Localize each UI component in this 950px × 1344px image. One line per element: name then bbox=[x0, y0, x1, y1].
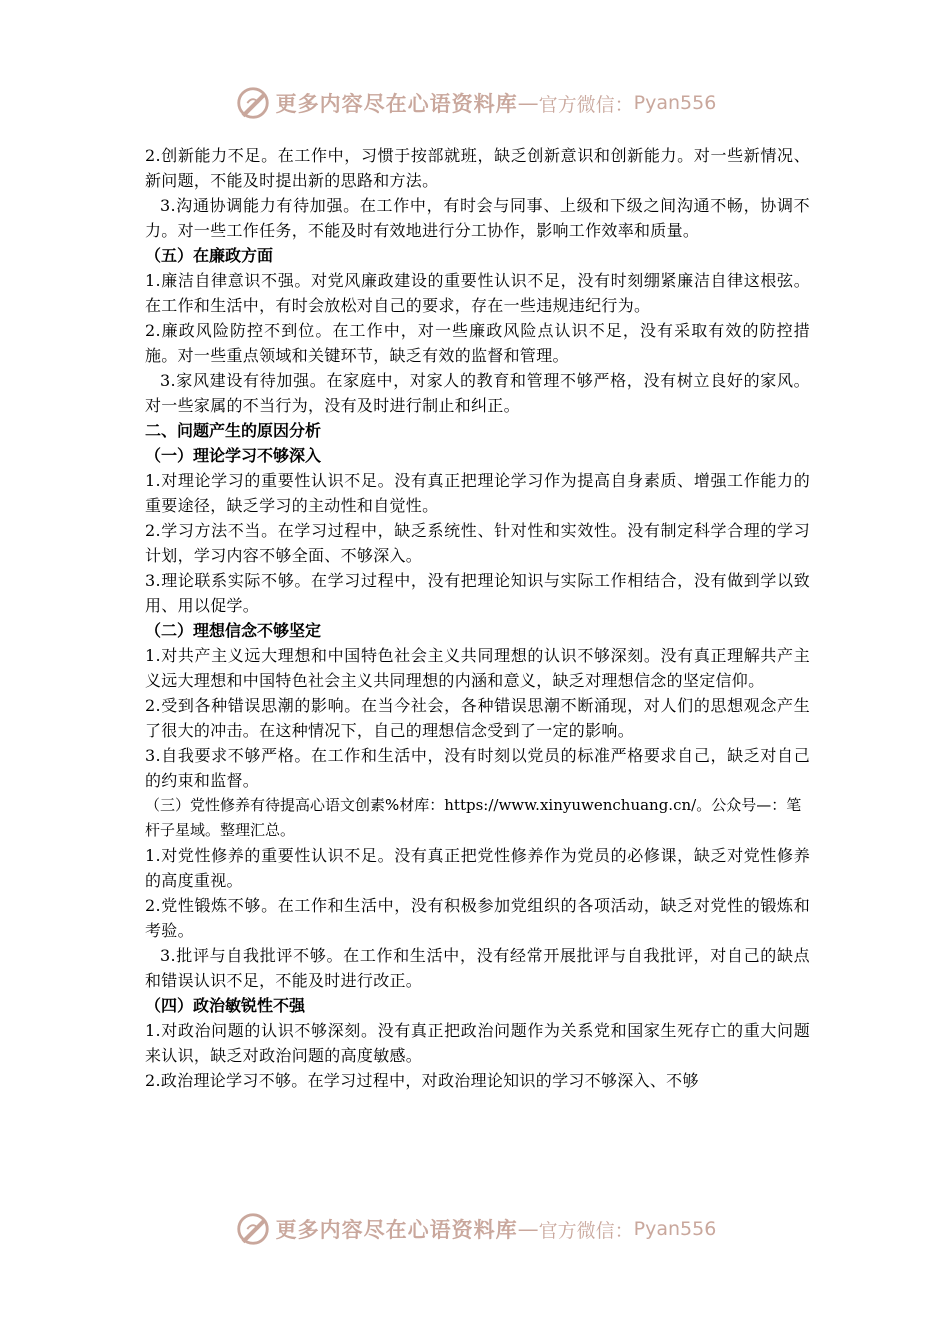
document-body bbox=[145, 143, 810, 1093]
body-paragraph: 2.受到各种错误思潮的影响。在当今社会，各种错误思潮不断涌现，对人们的思想观念产生了很大的冲击。在这种情况下，自己的理想信念受到了一定的影响。 bbox=[145, 696, 810, 740]
body-paragraph: 2.政治理论学习不够。在学习过程中，对政治理论知识的学习不够深入、不够 bbox=[145, 1071, 699, 1090]
website-url: https://www.xinyuwenchuang.cn/ bbox=[444, 796, 697, 814]
watermark-main-text: 更多内容尽在心语资料库 bbox=[275, 91, 518, 116]
body-paragraph: 3.批评与自我批评不够。在工作和生活中，没有经常开展批评与自我批评，对自己的缺点和错误认识不足，不能及时进行改正。 bbox=[145, 946, 810, 990]
watermark-main-text: 更多内容尽在心语资料库 bbox=[275, 1217, 518, 1242]
watermark-sub-text: 官方微信： bbox=[538, 93, 634, 116]
watermark-dash: — bbox=[517, 91, 539, 115]
brand-logo-icon bbox=[234, 1210, 272, 1248]
watermark-dash: — bbox=[517, 1217, 539, 1241]
body-paragraph: 3.沟通协调能力有待加强。在工作中，有时会与同事、上级和下级之间沟通不畅，协调不力。对一些工作任务，不能及时有效地进行分工协作，影响工作效率和质量。 bbox=[145, 196, 810, 240]
watermark-footer bbox=[0, 1204, 950, 1254]
body-paragraph: 3.理论联系实际不够。在学习过程中，没有把理论知识与实际工作相结合，没有做到学以致用、用以促学。 bbox=[145, 571, 810, 615]
watermark-header bbox=[0, 78, 950, 128]
watermark-id-text: Pyan556 bbox=[633, 1218, 717, 1240]
section-heading: （一）理论学习不够深入 bbox=[145, 446, 322, 465]
section-heading-with-link bbox=[145, 793, 810, 843]
heading-prefix: （三）党性修养有待提高心语文创素%材库： bbox=[145, 796, 445, 814]
heading-suffix: 。公众号—：笔杆子星域。整理汇总。 bbox=[145, 796, 802, 839]
section-heading: （五）在廉政方面 bbox=[145, 246, 274, 265]
watermark-sub-text: 官方微信： bbox=[538, 1219, 634, 1242]
section-heading: 二、问题产生的原因分析 bbox=[145, 421, 322, 440]
body-paragraph: 1.廉洁自律意识不强。对党风廉政建设的重要性认识不足，没有时刻绷紧廉洁自律这根弦。在工作和生活中，有时会放松对自己的要求，存在一些违规违纪行为。 bbox=[145, 271, 810, 315]
body-paragraph: 1.对政治问题的认识不够深刻。没有真正把政治问题作为关系党和国家生死存亡的重大问题来认识，缺乏对政治问题的高度敏感。 bbox=[145, 1021, 810, 1065]
watermark-id-text: Pyan556 bbox=[633, 92, 717, 114]
body-paragraph: 1.对共产主义远大理想和中国特色社会主义共同理想的认识不够深刻。没有真正理解共产主义远大理想和中国特色社会主义共同理想的内涵和意义，缺乏对理想信念的坚定信仰。 bbox=[145, 646, 810, 690]
body-paragraph: 1.对党性修养的重要性认识不足。没有真正把党性修养作为党员的必修课，缺乏对党性修养的高度重视。 bbox=[145, 846, 810, 890]
body-paragraph: 2.创新能力不足。在工作中，习惯于按部就班，缺乏创新意识和创新能力。对一些新情况、新问题，不能及时提出新的思路和方法。 bbox=[145, 146, 810, 190]
body-paragraph: 2.党性锻炼不够。在工作和生活中，没有积极参加党组织的各项活动，缺乏对党性的锻炼和考验。 bbox=[145, 896, 810, 940]
section-heading: （二）理想信念不够坚定 bbox=[145, 621, 322, 640]
body-paragraph: 3.自我要求不够严格。在工作和生活中，没有时刻以党员的标准严格要求自己，缺乏对自己的约束和监督。 bbox=[145, 746, 810, 790]
body-paragraph: 2.廉政风险防控不到位。在工作中，对一些廉政风险点认识不足，没有采取有效的防控措施。对一些重点领域和关键环节，缺乏有效的监督和管理。 bbox=[145, 321, 810, 365]
section-heading: （四）政治敏锐性不强 bbox=[145, 996, 306, 1015]
body-paragraph: 2.学习方法不当。在学习过程中，缺乏系统性、针对性和实效性。没有制定科学合理的学习计划，学习内容不够全面、不够深入。 bbox=[145, 521, 810, 565]
brand-logo-icon bbox=[234, 84, 272, 122]
body-paragraph: 3.家风建设有待加强。在家庭中，对家人的教育和管理不够严格，没有树立良好的家风。对一些家属的不当行为，没有及时进行制止和纠正。 bbox=[145, 371, 810, 415]
body-paragraph: 1.对理论学习的重要性认识不足。没有真正把理论学习作为提高自身素质、增强工作能力的重要途径，缺乏学习的主动性和自觉性。 bbox=[145, 471, 810, 515]
